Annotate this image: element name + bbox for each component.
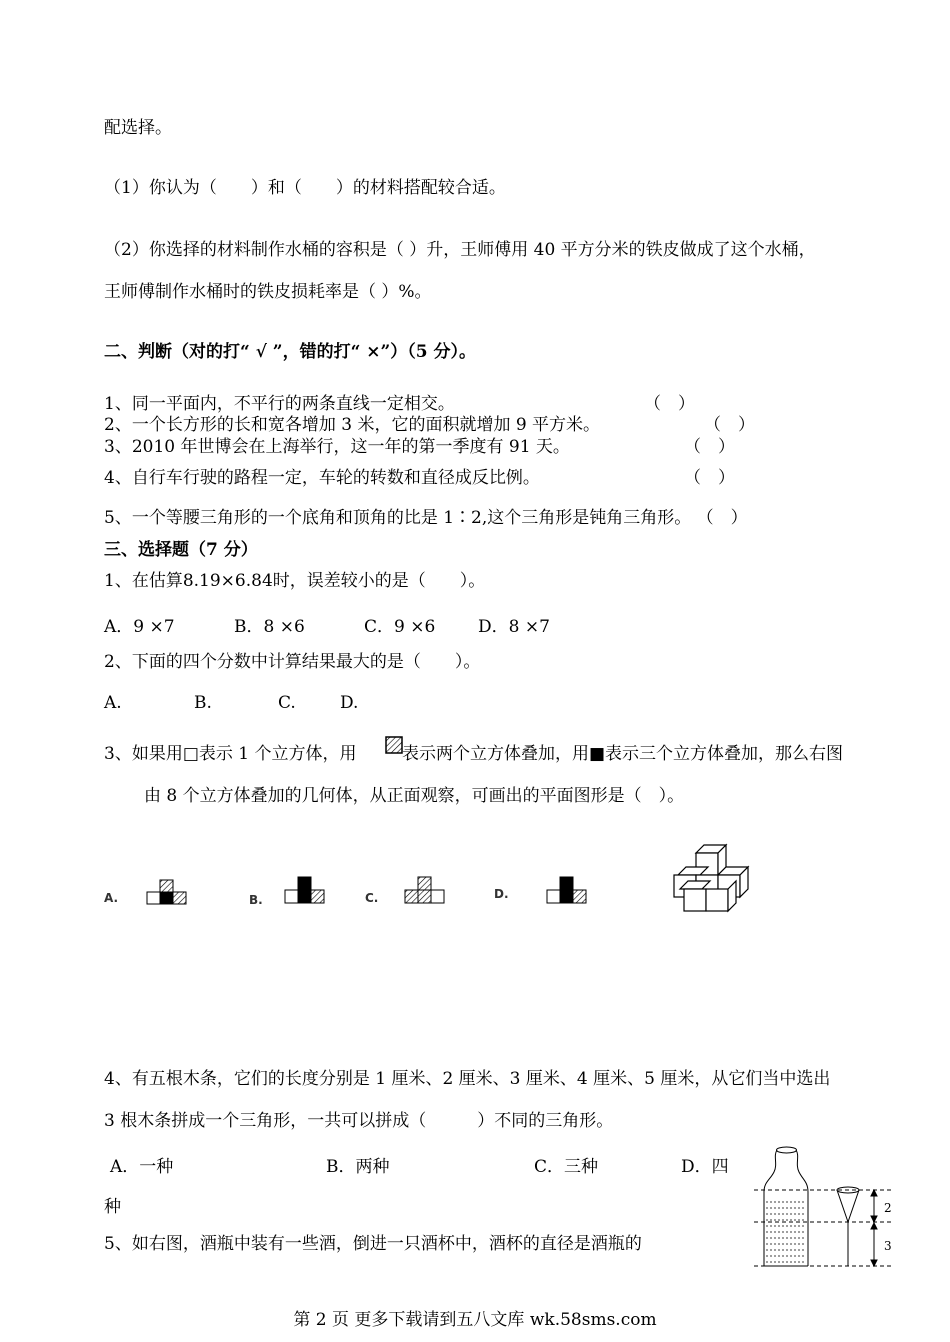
judge-blank: （ ） (684, 437, 735, 457)
dimension-label: 2 (884, 1201, 892, 1215)
page-footer: 第 2 页 更多下载请到五八文库 wk.58sms.com (293, 1310, 657, 1330)
question: 1、在估算8.19×6.84时，误差较小的是（ ）。 (104, 571, 486, 591)
section-heading: 二、判断（对的打“ √ ”，错的打“ ×”）（5 分）。 (104, 342, 477, 362)
judge-blank: （ ） (684, 468, 735, 488)
text-line: （2）你选择的材料制作水桶的容积是（ ）升，王师傅用 40 平方分米的铁皮做成了这个水桶， (104, 240, 816, 260)
question: 3 根木条拼成一个三角形，一共可以拼成（ ）不同的三角形。 (104, 1111, 614, 1131)
judge-blank: （ ） (644, 394, 695, 414)
question: 2、下面的四个分数中计算结果最大的是（ ）。 (104, 652, 481, 672)
judge-item: 3、2010 年世博会在上海举行，这一年的第一季度有 91 天。 (104, 437, 570, 457)
option-a: A．一种 (110, 1157, 174, 1177)
wine-bottle-glass-figure (740, 1142, 920, 1272)
option-a: A．9 ×7 (104, 617, 175, 637)
text-line: （1）你认为（ ）和（ ）的材料搭配较合适。 (104, 178, 506, 198)
option-a: A. (104, 693, 122, 713)
question: 由 8 个立方体叠加的几何体，从正面观察，可画出的平面图形是（ ）。 (144, 786, 685, 806)
question: 4、有五根木条，它们的长度分别是 1 厘米、2 厘米、3 厘米、4 厘米、5 厘米，从它们当中选出 (104, 1069, 831, 1089)
option-d-continued: 种 (104, 1197, 121, 1217)
question: 表示两个立方体叠加，用■表示三个立方体叠加，那么右图 (402, 744, 844, 764)
judge-blank: （ ） (704, 415, 755, 435)
hatched-square-icon (385, 736, 403, 754)
option-d: D. (340, 693, 359, 713)
cube-stack-figure (668, 838, 750, 914)
question: 5、如右图，酒瓶中装有一些酒，倒进一只酒杯中，酒杯的直径是酒瓶的 (104, 1234, 642, 1254)
figure-label-b: B. (249, 893, 263, 907)
option-d: D．8 ×7 (478, 617, 550, 637)
figure-label-c: C. (365, 891, 379, 905)
option-b: B. (194, 693, 212, 713)
figure-label-a: A. (104, 891, 119, 905)
option-a-figure (146, 879, 190, 907)
option-c: C. (278, 693, 296, 713)
option-d: D．四 (681, 1157, 729, 1177)
text-line: 配选择。 (104, 118, 172, 138)
judge-item: 2、一个长方形的长和宽各增加 3 米，它的面积就增加 9 平方米。 (104, 415, 601, 435)
question: 3、如果用□表示 1 个立方体，用 (104, 744, 357, 764)
option-c: C．三种 (534, 1157, 599, 1177)
option-c-figure (404, 876, 448, 906)
judge-item: 4、自行车行驶的路程一定，车轮的转数和直径成反比例。 (104, 468, 540, 488)
text-line: 王师傅制作水桶时的铁皮损耗率是（ ）%。 (104, 282, 432, 302)
dimension-label: 3 (884, 1239, 892, 1253)
figure-label-d: D. (494, 887, 509, 901)
option-b: B．8 ×6 (234, 617, 305, 637)
judge-item: 5、一个等腰三角形的一个底角和顶角的比是 1∶2,这个三角形是钝角三角形。 （ ） (104, 508, 748, 528)
option-b-figure (284, 876, 328, 906)
judge-item: 1、同一平面内，不平行的两条直线一定相交。 (104, 394, 455, 414)
section-heading: 三、选择题（7 分） (104, 540, 258, 560)
option-d-figure (546, 876, 590, 906)
option-b: B．两种 (326, 1157, 390, 1177)
option-c: C．9 ×6 (364, 617, 436, 637)
